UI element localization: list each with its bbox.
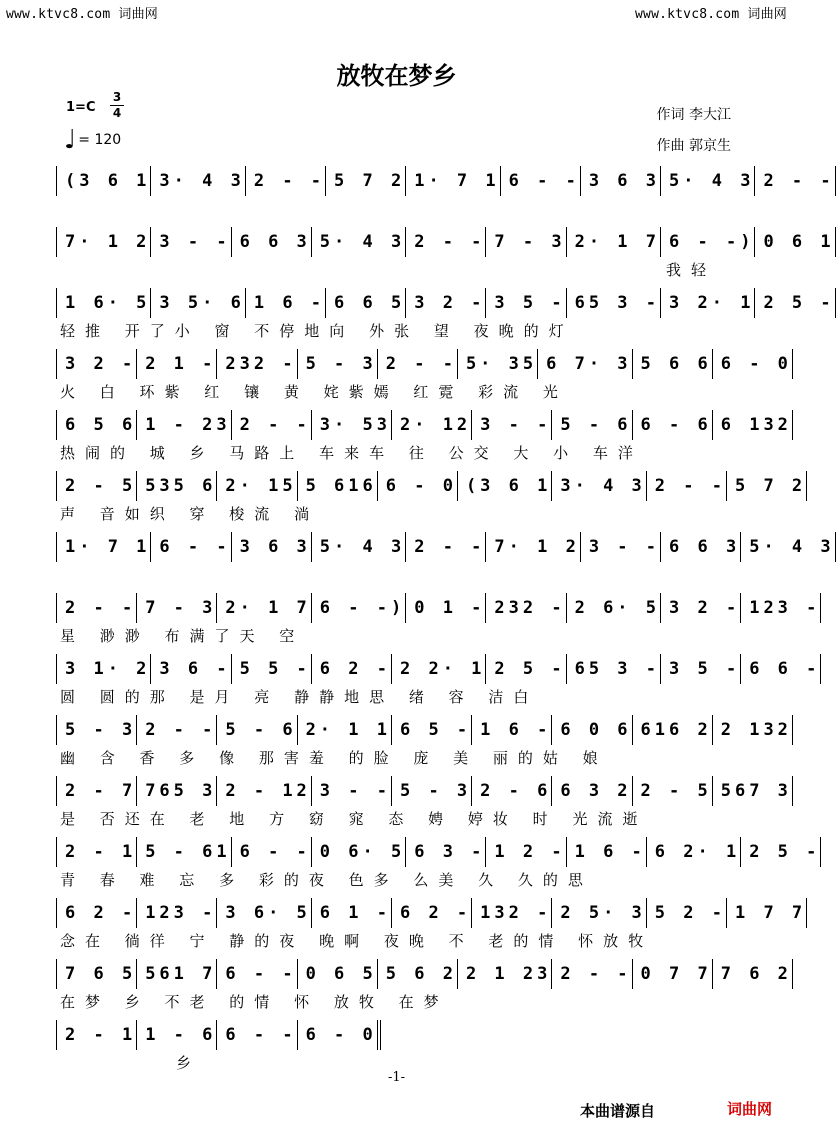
- measure: 2 5 -: [755, 288, 835, 318]
- measure: 6 - 6: [633, 410, 713, 440]
- quarter-note-icon: ♩: [64, 125, 77, 155]
- notation-line: [56, 591, 821, 625]
- time-signature-bottom: 4: [112, 106, 122, 120]
- measure: 5 - 3: [392, 776, 472, 806]
- score-system: [56, 835, 821, 893]
- notation-line: [56, 408, 792, 442]
- measure: 1· 7 1: [56, 532, 151, 562]
- notation-line: [56, 957, 792, 991]
- lyric-line: 念在 徜徉 宁 静的夜 晚啊 夜晚 不 老的情 怀放牧: [60, 932, 654, 950]
- score-system: [56, 286, 835, 344]
- measure: 2 - 7: [56, 776, 137, 806]
- measure: 2 - -: [137, 715, 217, 745]
- measure: 5· 35: [458, 349, 538, 379]
- measure: 6 2 -: [312, 654, 392, 684]
- measure: 6 3 -: [406, 837, 486, 867]
- measure: 6 0 6: [552, 715, 632, 745]
- measure: 2 5 -: [486, 654, 566, 684]
- measure: 232 -: [217, 349, 297, 379]
- measure: 2 - -: [406, 532, 486, 562]
- lyric-line: 圆 圆的那 是月 亮 静静地思 绪 容 洁白: [60, 688, 539, 706]
- measure: 3 6 3: [232, 532, 312, 562]
- measure: 1 2 -: [486, 837, 566, 867]
- measure: 5· 4 3: [312, 227, 406, 257]
- measure: 2 - 5: [56, 471, 137, 501]
- notation-line: [56, 652, 821, 686]
- score-system: [56, 652, 821, 710]
- measure: 2· 15: [217, 471, 297, 501]
- measure: 2 - -: [246, 166, 326, 196]
- measure: 6 6 3: [661, 532, 741, 562]
- measure: 5· 4 3: [741, 532, 835, 562]
- score-system: [56, 1018, 377, 1076]
- measure: 6 6 5: [326, 288, 406, 318]
- measure: 6 132: [713, 410, 793, 440]
- measure: 2· 1 7: [217, 593, 311, 623]
- measure: 2 - -: [552, 959, 632, 989]
- measure: 3· 53: [312, 410, 392, 440]
- lyric-line: [56, 564, 736, 588]
- measure: 3· 4 3: [151, 166, 245, 196]
- measure: 6 5 6: [56, 410, 137, 440]
- time-signature-top: 3: [110, 90, 124, 106]
- watermark-left: www.ktvc8.com 词曲网: [6, 7, 158, 22]
- measure: 765 3: [137, 776, 217, 806]
- measure: 6 5 -: [392, 715, 472, 745]
- measure: 2 - -: [378, 349, 458, 379]
- measure: 1 7 7: [727, 898, 807, 928]
- measure: 3 6· 5: [217, 898, 311, 928]
- measure: 7· 1 2: [56, 227, 151, 257]
- page-number: -1-: [387, 1070, 406, 1085]
- notation-line: [56, 1018, 377, 1052]
- measure: 2· 12: [392, 410, 472, 440]
- measure: 2 1 23: [458, 959, 552, 989]
- measure: 1 6· 5: [56, 288, 151, 318]
- measure: 2 132: [713, 715, 793, 745]
- measure: 535 6: [137, 471, 217, 501]
- score-system: [56, 225, 835, 283]
- measure: 3· 4 3: [552, 471, 646, 501]
- measure: 7 - 3: [137, 593, 217, 623]
- lyric-line: 乡: [176, 1054, 202, 1072]
- score-system: [56, 957, 792, 1015]
- measure: 5 - 6: [217, 715, 297, 745]
- measure: 5 616: [298, 471, 378, 501]
- measure: 0 6 5: [298, 959, 378, 989]
- measure: 5 5 -: [232, 654, 312, 684]
- measure: 3 - -: [151, 227, 231, 257]
- score-system: [56, 896, 807, 954]
- measure: 5 6 6: [633, 349, 713, 379]
- measure: 7 6 2: [713, 959, 793, 989]
- score-system: [56, 530, 835, 588]
- measure: 65 3 -: [567, 654, 661, 684]
- measure: 3 6 3: [581, 166, 661, 196]
- notation-line: [56, 164, 835, 198]
- measure: 2 5· 3: [552, 898, 646, 928]
- measure: 5 7 2: [727, 471, 807, 501]
- song-title: 放牧在梦乡: [336, 62, 457, 90]
- measure: 6 2· 1: [647, 837, 741, 867]
- measure: 6 - -: [217, 1020, 297, 1050]
- measure: 5 - 3: [56, 715, 137, 745]
- measure: 1· 7 1: [406, 166, 500, 196]
- notation-line: [56, 530, 835, 564]
- notation-line: [56, 774, 792, 808]
- score-system: [56, 408, 792, 466]
- score-system: [56, 164, 835, 222]
- measure: 561 7: [137, 959, 217, 989]
- measure: 6 2 -: [56, 898, 137, 928]
- lyricist-credit: 作词 李大江: [656, 107, 731, 123]
- tempo-value: = 120: [78, 132, 122, 148]
- measure: 2 - 5: [633, 776, 713, 806]
- measure: 6 - -: [232, 837, 312, 867]
- measure: 3 2· 1: [661, 288, 755, 318]
- measure: 7 - 3: [486, 227, 566, 257]
- watermark-right: www.ktvc8.com 词曲网: [635, 7, 787, 22]
- measure: 1 6 -: [567, 837, 647, 867]
- lyric-line: 热闹的 城 乡 马路上 车来车 往 公交 大 小 车洋: [60, 444, 643, 462]
- notation-line: [56, 896, 807, 930]
- measure: 5 - 3: [298, 349, 378, 379]
- measure: 3 6 -: [151, 654, 231, 684]
- measure: 3 2 -: [406, 288, 486, 318]
- score-system: [56, 591, 821, 649]
- score-system: [56, 713, 792, 771]
- measure: 2 - -: [56, 593, 137, 623]
- lyric-line: 青 春 难 忘 多 彩的夜 色多 么美 久 久的思: [60, 871, 593, 889]
- measure: 6 - -: [217, 959, 297, 989]
- measure: 1 - 23: [137, 410, 231, 440]
- measure: 5 - 61: [137, 837, 231, 867]
- measure: 1 6 -: [472, 715, 552, 745]
- measure: 3 2 -: [56, 349, 137, 379]
- measure: 2 - 1: [56, 837, 137, 867]
- measure: 6 - -: [151, 532, 231, 562]
- footer-brand: 词曲网: [727, 1100, 773, 1118]
- measure: 2 2· 1: [392, 654, 486, 684]
- notation-line: [56, 713, 792, 747]
- measure: 2 - -: [232, 410, 312, 440]
- measure: 3 5· 6: [151, 288, 245, 318]
- measure: 2 - -: [647, 471, 727, 501]
- notation-line: [56, 835, 821, 869]
- notation-line: [56, 347, 792, 381]
- measure: 3 5 -: [486, 288, 566, 318]
- measure: 2 - 12: [217, 776, 311, 806]
- score-system: [56, 774, 792, 832]
- measure: 0 1 -: [406, 593, 486, 623]
- measure: 1 - 6: [137, 1020, 217, 1050]
- measure: 6 - 0: [298, 1020, 381, 1050]
- measure: 2 1 -: [137, 349, 217, 379]
- lyric-line: 在梦 乡 不老 的情 怀 放牧 在梦: [60, 993, 449, 1011]
- footer-source: 本曲谱源自: [580, 1102, 656, 1120]
- measure: 6 6 -: [741, 654, 821, 684]
- measure: 6 1 -: [312, 898, 392, 928]
- measure: 2 - -: [755, 166, 835, 196]
- measure: 2· 1 7: [567, 227, 661, 257]
- measure: 2 - 1: [56, 1020, 137, 1050]
- measure: 6 2 -: [392, 898, 472, 928]
- notation-line: [56, 286, 835, 320]
- measure: 567 3: [713, 776, 793, 806]
- measure: 5· 4 3: [312, 532, 406, 562]
- measure: 232 -: [486, 593, 566, 623]
- measure: 123 -: [137, 898, 217, 928]
- measure: 5 7 2: [326, 166, 406, 196]
- lyric-line: 是 否还在 老 地 方 窈 窕 态 娉 婷妆 时 光流逝: [60, 810, 648, 828]
- measure: 5 6 2: [378, 959, 458, 989]
- measure: 0 6 1: [755, 227, 835, 257]
- measure: 2 6· 5: [567, 593, 661, 623]
- measure: 6 - 0: [713, 349, 793, 379]
- lyric-line: [56, 198, 736, 222]
- measure: 6 7· 3: [538, 349, 632, 379]
- measure: 3 - -: [472, 410, 552, 440]
- lyric-line: 声 音如织 穿 梭流 淌: [60, 505, 320, 523]
- measure: 3 1· 2: [56, 654, 151, 684]
- tempo-marking: [64, 125, 122, 155]
- measure: 6 - -): [312, 593, 406, 623]
- lyric-line: 星 渺渺 布满了天 空: [60, 627, 305, 645]
- measure: (3 6 1: [458, 471, 552, 501]
- measure: 3 - -: [581, 532, 661, 562]
- measure: 132 -: [472, 898, 552, 928]
- score-system: [56, 469, 807, 527]
- lyric-line: 轻推 开了小 窗 不停地向 外张 望 夜晚的灯: [60, 322, 574, 340]
- lyric-line: 火 白 环紫 红 镶 黄 姹紫嫣 红霓 彩流 光: [60, 383, 568, 401]
- measure: 5· 4 3: [661, 166, 755, 196]
- notation-line: [56, 469, 807, 503]
- key-signature: 1=C: [66, 100, 96, 115]
- measure: 0 7 7: [633, 959, 713, 989]
- measure: 5 2 -: [647, 898, 727, 928]
- measure: 6 - 0: [378, 471, 458, 501]
- measure: 2 - 6: [472, 776, 552, 806]
- measure: 1 6 -: [246, 288, 326, 318]
- measure: 2 - -: [406, 227, 486, 257]
- measure: (3 6 1: [56, 166, 151, 196]
- measure: 3 5 -: [661, 654, 741, 684]
- measure: 6 - -): [661, 227, 755, 257]
- notation-line: [56, 225, 835, 259]
- credits: [657, 100, 731, 162]
- measure: 123 -: [741, 593, 821, 623]
- time-signature: [110, 90, 124, 121]
- score-system: [56, 347, 792, 405]
- measure: 5 - 6: [552, 410, 632, 440]
- measure: 6 6 3: [232, 227, 312, 257]
- measure: 3 - -: [312, 776, 392, 806]
- lyric-line: 我轻: [665, 261, 716, 279]
- measure: 2· 1 1: [298, 715, 392, 745]
- measure: 7· 1 2: [486, 532, 580, 562]
- measure: 3 2 -: [661, 593, 741, 623]
- measure: 65 3 -: [567, 288, 661, 318]
- composer-credit: 作曲 郭京生: [656, 138, 731, 154]
- measure: 0 6· 5: [312, 837, 406, 867]
- lyric-line: 幽 含 香 多 像 那害羞 的脸 庞 美 丽的姑 娘: [60, 749, 608, 767]
- measure: 2 5 -: [741, 837, 821, 867]
- measure: 7 6 5: [56, 959, 137, 989]
- measure: 6 3 2: [552, 776, 632, 806]
- measure: 6 - -: [501, 166, 581, 196]
- measure: 616 2: [633, 715, 713, 745]
